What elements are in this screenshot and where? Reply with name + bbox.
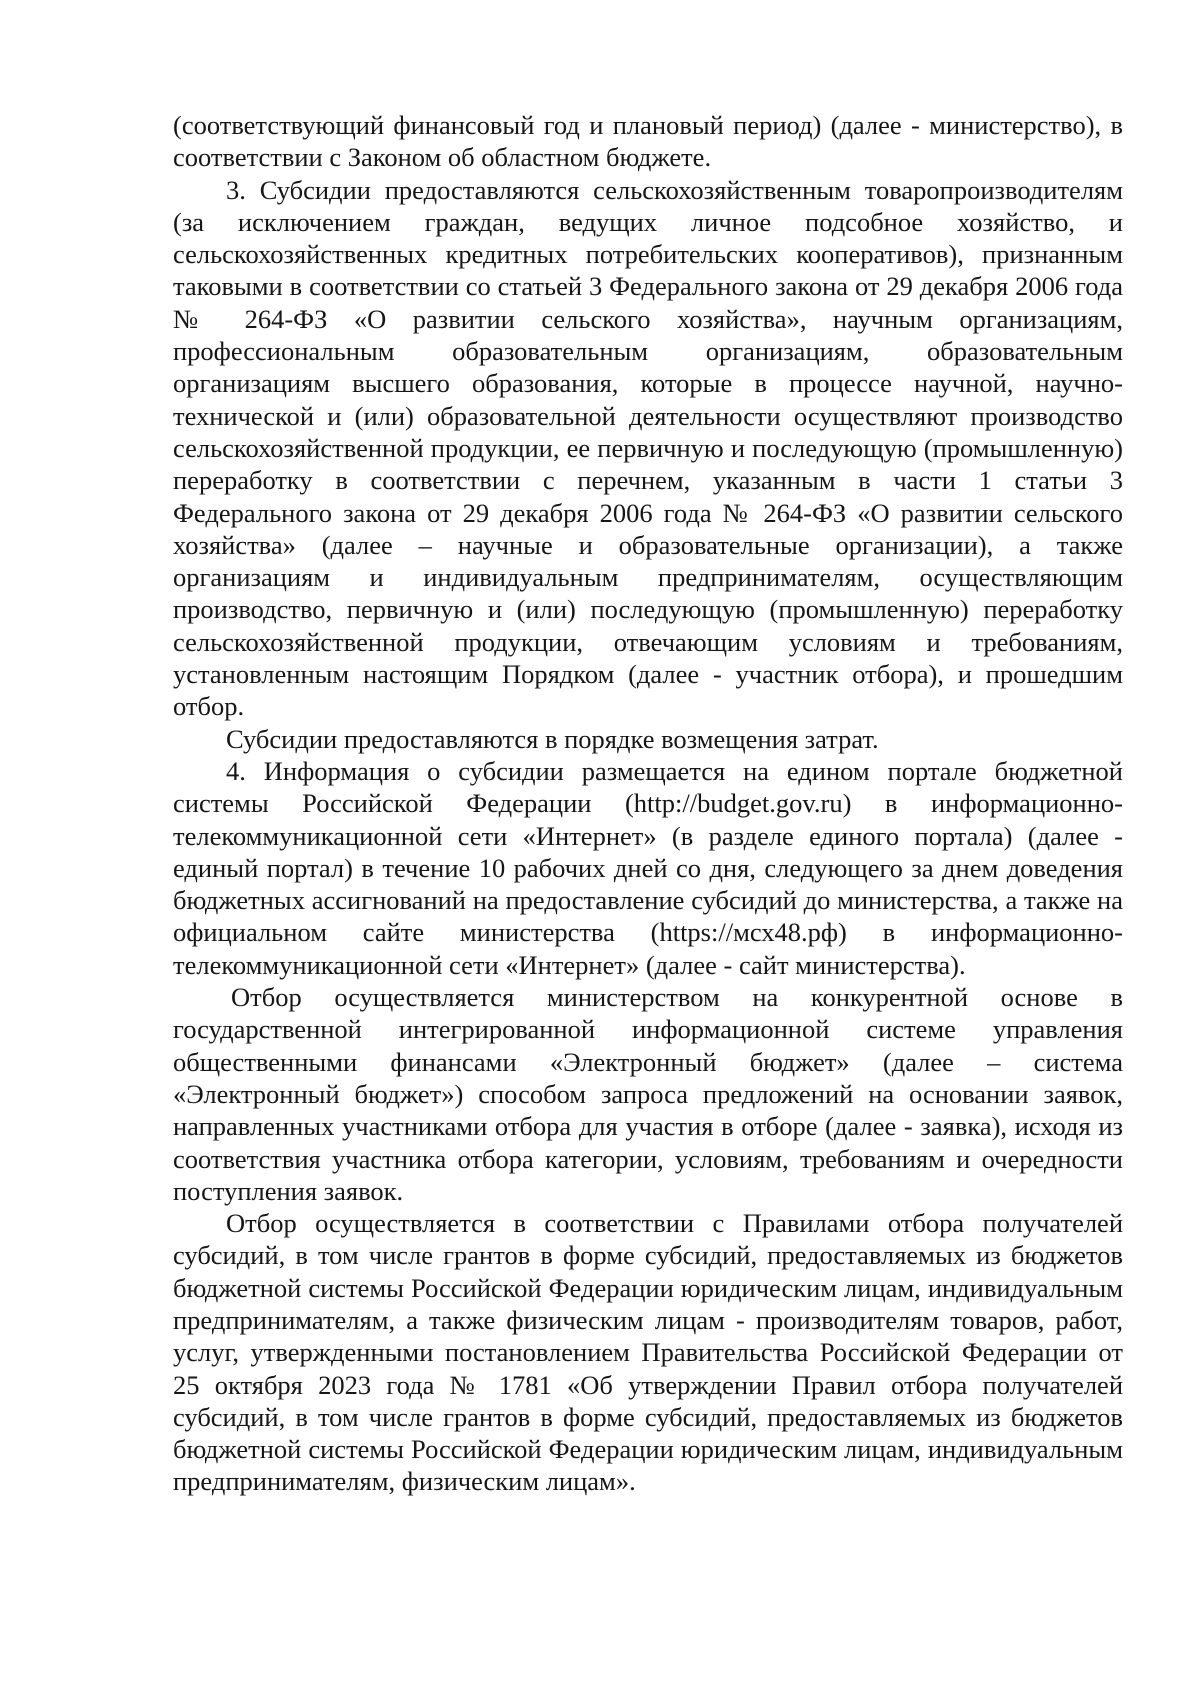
paragraph-reimbursement: Субсидии предоставляются в порядке возмещения затрат. [226, 723, 879, 754]
paragraph-continuation: (соответствующий финансовый год и плановый период) (далее - министерство), в соответствии с Законом об областном бюджете. [173, 110, 1123, 173]
paragraph-item-3: 3. Субсидии предоставляются сельскохозяйственным товаропроизводителям (за исключением граждан, ведущих личное подсобное хозяйство, и сельскохозяйственных кредитных потребительских кооперативов), признанным таковыми в соответствии со статьей 3 Федерального закона от 29 декабря 2006 года № 264-ФЗ «О развитии сельского хозяйства», научным организациям, профессиональным образовательным организациям, образовательным организациям высшего образования, которые в процессе научной, научно-технической и (или) образовательной деятельности осуществляют производство сельскохозяйственной продукции, ее первичную и последующую (промышленную) переработку в соответствии с перечнем, указанным в части 1 статьи 3 Федерального закона от 29 декабря 2006 года № 264-ФЗ «О развитии сельского хозяйства» (далее – научные и образовательные организации), а также организациям и индивидуальным предпринимателям, осуществляющим производство, первичную и (или) последующую (промышленную) переработку сельскохозяйственной продукции, отвечающим условиям и требованиям, установленным настоящим Порядком (далее - участник отбора), и прошедшим отбор. [173, 174, 1123, 722]
paragraph-item-4: 4. Информация о субсидии размещается на едином портале бюджетной системы Российской Федерации (http://budget.gov.ru) в информационно-телекоммуникационной сети «Интернет» (в разделе единого портала) (далее - единый портал) в течение 10 рабочих дней со дня, следующего за днем доведения бюджетных ассигнований на предоставление субсидий до министерства, а также на официальном сайте министерства (https://мсх48.рф) в информационно-телекоммуникационной сети «Интернет» (далее - сайт министерства). [173, 755, 1123, 980]
paragraph-selection-rules: Отбор осуществляется в соответствии с Правилами отбора получателей субсидий, в том числе грантов в форме субсидий, предоставляемых из бюджетов бюджетной системы Российской Федерации юридическим лицам, индивидуальным предпринимателям, а также физическим лицам - производителям товаров, работ, услуг, утвержденными постановлением Правительства Российской Федерации от 25 октября 2023 года № 1781 «Об утверждении Правил отбора получателей субсидий, в том числе грантов в форме субсидий, предоставляемых из бюджетов бюджетной системы Российской Федерации юридическим лицам, индивидуальным предпринимателям, физическим лицам». [173, 1208, 1123, 1497]
paragraph-selection-system: Отбор осуществляется министерством на конкурентной основе в государственной интегрированной информационной системе управления общественными финансами «Электронный бюджет» (далее – система «Электронный бюджет») способом запроса предложений на основании заявок, направленных участниками отбора для участия в отборе (далее - заявка), исходя из соответствия участника отбора категории, условиям, требованиям и очередности поступления заявок. [173, 982, 1123, 1206]
document-page [173, 109, 1123, 1498]
